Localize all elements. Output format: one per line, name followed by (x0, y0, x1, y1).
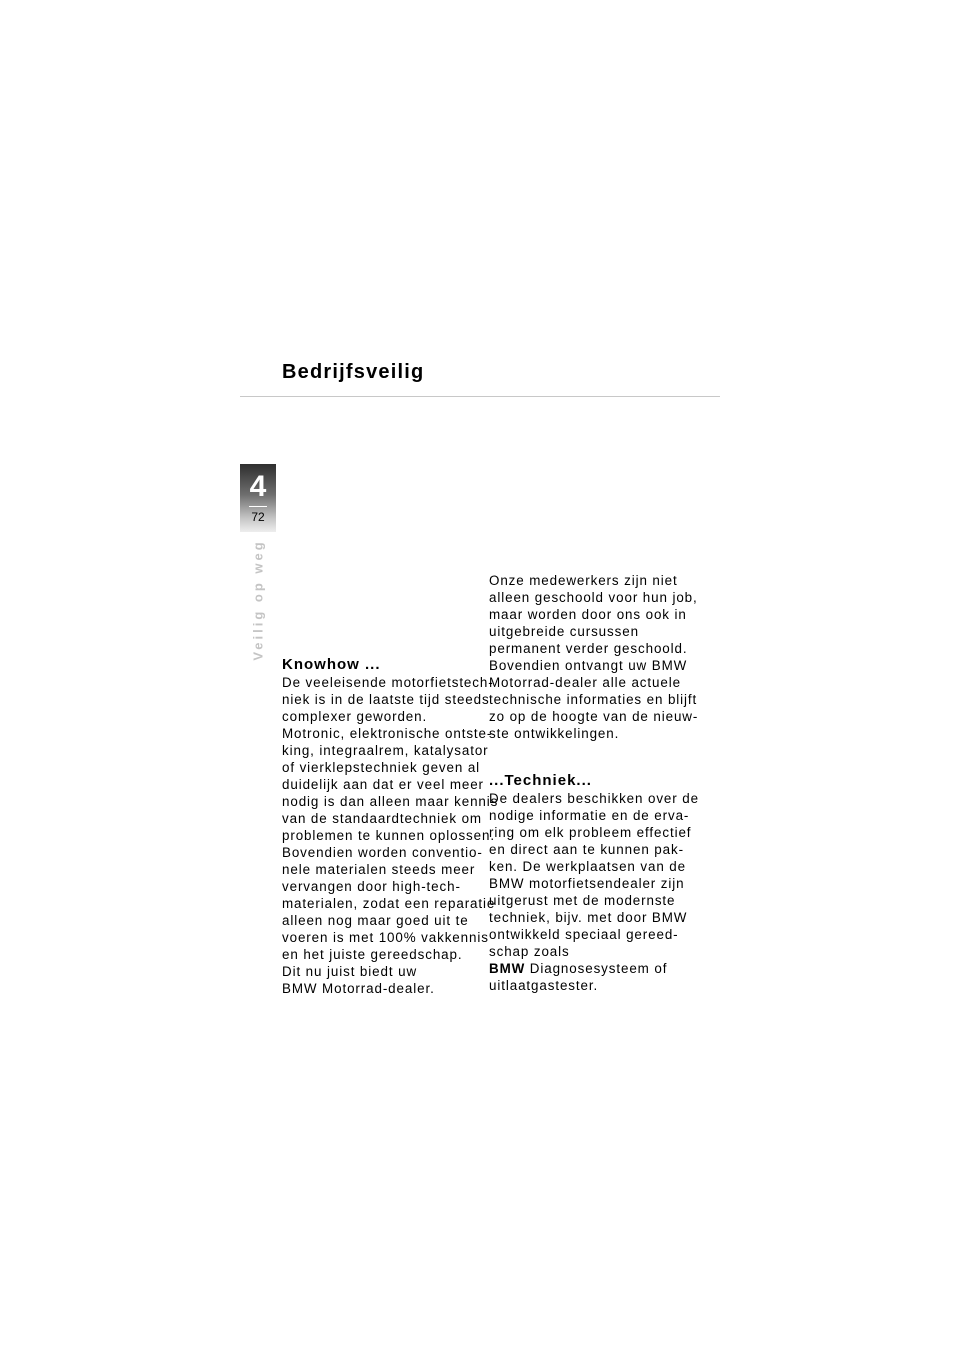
text-line: BMW motorfietsendealer zijn (489, 876, 685, 891)
left-column (282, 656, 499, 997)
section-label: Veilig op weg (250, 539, 266, 661)
text-line: materialen, zodat een reparatie (282, 896, 496, 911)
text-line: van de standaardtechniek om (282, 811, 482, 826)
text-line: nele materialen steeds meer (282, 862, 476, 877)
text-line: permanent verder geschoold. (489, 641, 688, 656)
right-column (489, 572, 699, 994)
text-line: BMW Motorrad-dealer. (282, 981, 435, 996)
text-line: of vierklepstechniek geven al (282, 760, 481, 775)
text-line: Motorrad-dealer alle actuele (489, 675, 681, 690)
bmw-label: BMW (489, 961, 526, 976)
techniek-line-bmw (489, 960, 694, 977)
chapter-tab (240, 464, 276, 532)
text-line: uitgerust met de modernste (489, 893, 676, 908)
header-rule (240, 396, 720, 397)
text-line: alleen nog maar goed uit te (282, 913, 469, 928)
text-line: ring om elk probleem effectief (489, 825, 692, 840)
text-line: voeren is met 100% vakkennis (282, 930, 489, 945)
text-line: ontwikkeld speciaal gereed- (489, 927, 679, 942)
text-line: en het juiste gereedschap. (282, 947, 463, 962)
text-line: techniek, bijv. met door BMW (489, 910, 688, 925)
knowhow-text (282, 674, 499, 997)
text-line: Bovendien ontvangt uw BMW (489, 658, 688, 673)
text-line: uitgebreide cursussen (489, 624, 639, 639)
techniek-final-line: uitlaatgastester. (489, 978, 599, 993)
text-line: complexer geworden. (282, 709, 428, 724)
text-line: nodige informatie en de erva- (489, 808, 690, 823)
text-line: Motronic, elektronische ontste- (282, 726, 493, 741)
chapter-divider (249, 506, 267, 507)
text-line: ste ontwikkelingen. (489, 726, 620, 741)
techniek-text (489, 790, 699, 960)
text-line: problemen te kunnen oplossen. (282, 828, 495, 843)
staff-text (489, 572, 699, 742)
text-line: niek is in de laatste tijd steeds (282, 692, 490, 707)
text-line: Bovendien worden conventio- (282, 845, 483, 860)
text-line: De dealers beschikken over de (489, 791, 699, 806)
text-line: alleen geschoold voor hun job, (489, 590, 698, 605)
text-line: duidelijk aan dat er veel meer (282, 777, 484, 792)
text-line: nodig is dan alleen maar kennis (282, 794, 499, 809)
chapter-number: 4 (249, 470, 267, 503)
knowhow-heading: Knowhow ... (282, 656, 381, 673)
page-number: 72 (251, 510, 265, 524)
text-line: technische informaties en blijft (489, 692, 698, 707)
page-title: Bedrijfsveilig (282, 361, 425, 383)
text-line: en direct aan te kunnen pak- (489, 842, 684, 857)
text-line: schap zoals (489, 944, 570, 959)
text-line: ken. De werkplaatsen van de (489, 859, 686, 874)
text-line: vervangen door high-tech- (282, 879, 461, 894)
section-gap (489, 742, 694, 772)
techniek-heading: ...Techniek... (489, 772, 592, 789)
text-line: maar worden door ons ook in (489, 607, 687, 622)
diagnose-text: Diagnosesysteem of (525, 961, 668, 976)
text-line: king, integraalrem, katalysator (282, 743, 489, 758)
text-line: zo op de hoogte van de nieuw- (489, 709, 699, 724)
text-line: Dit nu juist biedt uw (282, 964, 418, 979)
text-line: De veeleisende motorfietstech- (282, 675, 494, 690)
text-line: Onze medewerkers zijn niet (489, 573, 678, 588)
